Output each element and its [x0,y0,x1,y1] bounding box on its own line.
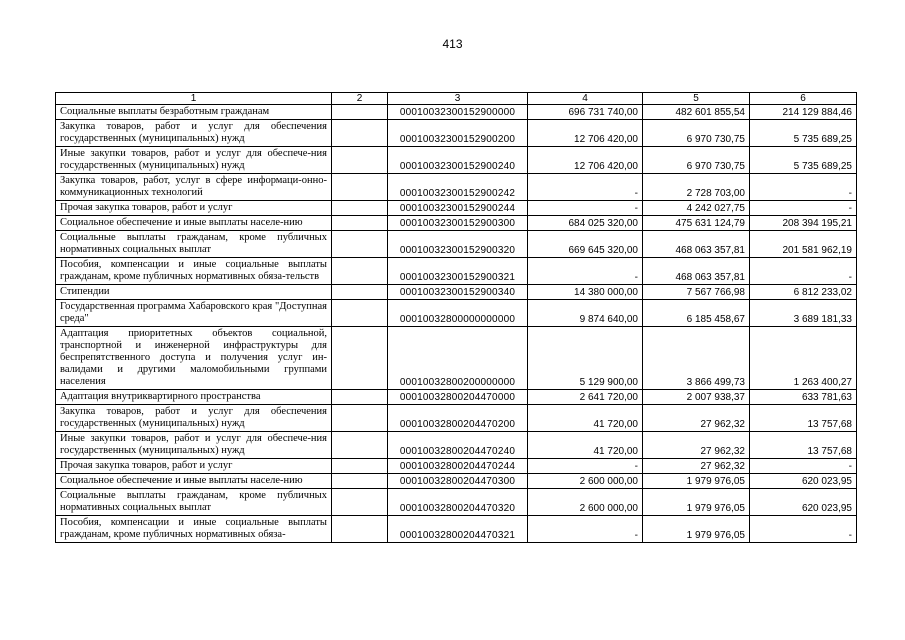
row-name-cell: Иные закупки товаров, работ и услуг для обеспече-ния государственных (муниципальных) нужд [56,432,332,459]
table-row [56,489,857,516]
row-name-cell: Закупка товаров, работ и услуг для обеспечения государственных (муниципальных) нужд [56,405,332,432]
row-col2-cell [332,201,388,216]
row-value-col5: 6 185 458,67 [643,300,750,327]
row-value-col5: 27 962,32 [643,405,750,432]
row-value-col6: - [750,516,857,543]
row-value-col4: - [528,459,643,474]
row-value-col6: - [750,459,857,474]
row-col2-cell [332,459,388,474]
row-name-cell: Социальные выплаты гражданам, кроме публичных нормативных социальных выплат [56,489,332,516]
row-name-cell: Прочая закупка товаров, работ и услуг [56,459,332,474]
column-header-4: 4 [528,93,643,105]
row-col2-cell [332,432,388,459]
row-value-col4: - [528,174,643,201]
row-value-col5: 1 979 976,05 [643,489,750,516]
row-value-col4: - [528,516,643,543]
row-name-cell: Закупка товаров, работ и услуг для обеспечения государственных (муниципальных) нужд [56,120,332,147]
row-value-col4: 684 025 320,00 [528,216,643,231]
row-value-col5: 1 979 976,05 [643,516,750,543]
row-code-cell: 00010032300152900321 [388,258,528,285]
row-value-col4: 12 706 420,00 [528,147,643,174]
row-name-cell: Стипендии [56,285,332,300]
table-row [56,105,857,120]
row-value-col5: 1 979 976,05 [643,474,750,489]
row-name-cell: Адаптация приоритетных объектов социальной, транспортной и инженерной инфраструктуры для беспрепятственного доступа и получения услуг ин-валидами и другими маломобильными группами населения [56,327,332,390]
table-row [56,390,857,405]
row-col2-cell [332,216,388,231]
row-code-cell: 00010032300152900200 [388,120,528,147]
row-value-col4: 669 645 320,00 [528,231,643,258]
budget-table-body [56,93,857,543]
row-value-col5: 4 242 027,75 [643,201,750,216]
row-col2-cell [332,327,388,390]
row-value-col6: 633 781,63 [750,390,857,405]
row-col2-cell [332,147,388,174]
row-value-col5: 468 063 357,81 [643,231,750,258]
row-value-col6: 201 581 962,19 [750,231,857,258]
row-code-cell: 00010032800204470300 [388,474,528,489]
row-name-cell: Социальные выплаты гражданам, кроме публичных нормативных социальных выплат [56,231,332,258]
column-header-3: 3 [388,93,528,105]
row-value-col6: 208 394 195,21 [750,216,857,231]
row-code-cell: 00010032800204470320 [388,489,528,516]
row-col2-cell [332,516,388,543]
row-code-cell: 00010032300152900000 [388,105,528,120]
table-row [56,285,857,300]
row-value-col5: 475 631 124,79 [643,216,750,231]
table-row [56,216,857,231]
row-value-col4: 2 600 000,00 [528,474,643,489]
table-row [56,516,857,543]
row-value-col5: 6 970 730,75 [643,147,750,174]
row-value-col4: 696 731 740,00 [528,105,643,120]
row-name-cell: Адаптация внутриквартирного пространства [56,390,332,405]
page-number: 413 [442,37,463,51]
row-code-cell: 00010032800204470200 [388,405,528,432]
table-row [56,120,857,147]
row-value-col6: 1 263 400,27 [750,327,857,390]
row-value-col6: 214 129 884,46 [750,105,857,120]
column-header-1: 1 [56,93,332,105]
row-code-cell: 00010032800200000000 [388,327,528,390]
table-row [56,474,857,489]
row-name-cell: Государственная программа Хабаровского края "Доступная среда" [56,300,332,327]
row-value-col5: 3 866 499,73 [643,327,750,390]
row-code-cell: 00010032800204470321 [388,516,528,543]
column-header-6: 6 [750,93,857,105]
table-row [56,231,857,258]
row-col2-cell [332,300,388,327]
row-col2-cell [332,105,388,120]
row-name-cell: Пособия, компенсации и иные социальные выплаты гражданам, кроме публичных нормативных обяза-тельств [56,258,332,285]
row-value-col6: 3 689 181,33 [750,300,857,327]
row-col2-cell [332,231,388,258]
row-col2-cell [332,489,388,516]
row-value-col4: 14 380 000,00 [528,285,643,300]
table-row [56,405,857,432]
row-name-cell: Социальное обеспечение и иные выплаты населе-нию [56,474,332,489]
row-col2-cell [332,474,388,489]
row-code-cell: 00010032300152900320 [388,231,528,258]
row-code-cell: 00010032300152900240 [388,147,528,174]
column-header-2: 2 [332,93,388,105]
column-header-5: 5 [643,93,750,105]
row-col2-cell [332,390,388,405]
row-value-col4: 41 720,00 [528,405,643,432]
table-row [56,174,857,201]
row-value-col4: 5 129 900,00 [528,327,643,390]
row-value-col4: - [528,201,643,216]
row-value-col6: 5 735 689,25 [750,147,857,174]
table-row [56,147,857,174]
row-code-cell: 00010032300152900300 [388,216,528,231]
row-col2-cell [332,120,388,147]
table-row [56,432,857,459]
row-value-col6: 5 735 689,25 [750,120,857,147]
row-col2-cell [332,405,388,432]
row-code-cell: 00010032300152900340 [388,285,528,300]
row-name-cell: Иные закупки товаров, работ и услуг для обеспече-ния государственных (муниципальных) нужд [56,147,332,174]
row-value-col6: - [750,258,857,285]
row-name-cell: Прочая закупка товаров, работ и услуг [56,201,332,216]
row-value-col4: 41 720,00 [528,432,643,459]
table-header-row [56,93,857,105]
row-code-cell: 00010032800204470000 [388,390,528,405]
row-value-col5: 7 567 766,98 [643,285,750,300]
row-name-cell: Социальное обеспечение и иные выплаты населе-нию [56,216,332,231]
row-value-col5: 6 970 730,75 [643,120,750,147]
row-value-col5: 27 962,32 [643,459,750,474]
table-row [56,327,857,390]
row-code-cell: 00010032300152900242 [388,174,528,201]
row-name-cell: Социальные выплаты безработным гражданам [56,105,332,120]
budget-table [55,92,857,543]
row-value-col6: 13 757,68 [750,432,857,459]
table-row [56,459,857,474]
row-value-col4: - [528,258,643,285]
row-value-col6: 13 757,68 [750,405,857,432]
row-value-col4: 2 641 720,00 [528,390,643,405]
row-code-cell: 00010032300152900244 [388,201,528,216]
row-col2-cell [332,285,388,300]
row-value-col5: 27 962,32 [643,432,750,459]
row-value-col5: 482 601 855,54 [643,105,750,120]
row-code-cell: 00010032800204470240 [388,432,528,459]
row-code-cell: 00010032800204470244 [388,459,528,474]
row-name-cell: Пособия, компенсации и иные социальные выплаты гражданам, кроме публичных нормативных обяза- [56,516,332,543]
row-value-col5: 2 007 938,37 [643,390,750,405]
table-row [56,258,857,285]
row-col2-cell [332,258,388,285]
row-col2-cell [332,174,388,201]
row-value-col6: 6 812 233,02 [750,285,857,300]
row-value-col6: 620 023,95 [750,474,857,489]
row-value-col4: 2 600 000,00 [528,489,643,516]
table-row [56,300,857,327]
row-value-col6: 620 023,95 [750,489,857,516]
row-value-col6: - [750,201,857,216]
row-name-cell: Закупка товаров, работ, услуг в сфере информаци-онно-коммуникационных технологий [56,174,332,201]
row-value-col6: - [750,174,857,201]
row-value-col5: 468 063 357,81 [643,258,750,285]
row-value-col4: 9 874 640,00 [528,300,643,327]
row-value-col5: 2 728 703,00 [643,174,750,201]
row-value-col4: 12 706 420,00 [528,120,643,147]
table-row [56,201,857,216]
row-code-cell: 00010032800000000000 [388,300,528,327]
